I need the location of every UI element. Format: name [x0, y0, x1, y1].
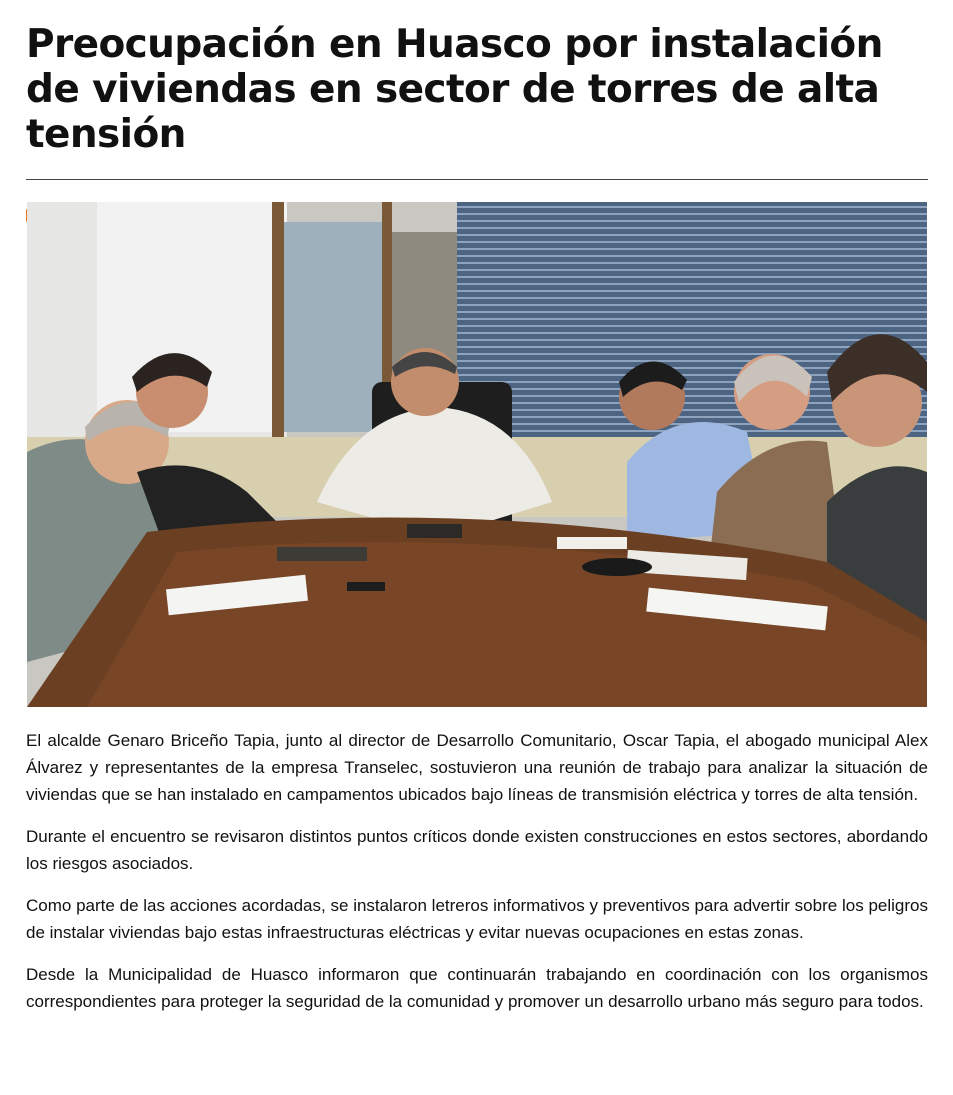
article-title: Preocupación en Huasco por instalación de viviendas en sector de torres de alta tensión: [26, 22, 883, 157]
paragraph: Durante el encuentro se revisaron distintos puntos críticos donde existen construcciones en estos sectores, abordando los riesgos asociados.: [26, 827, 928, 873]
paragraph: Desde la Municipalidad de Huasco informaron que continuarán trabajando en coordinación con los organismos correspondientes para proteger la seguridad de la comunidad y promover un desarrollo urbano más seguro para todos.: [26, 965, 928, 1011]
paragraph: El alcalde Genaro Briceño Tapia, junto al director de Desarrollo Comunitario, Oscar Tapia, el abogado municipal Alex Álvarez y representantes de la empresa Transelec, sostuvieron una reunión de trabajo para analizar la situación de viviendas que se han instalado en campamentos ubicados bajo líneas de transmisión eléctrica y torres de alta tensión.: [26, 731, 928, 804]
article-photo: [27, 202, 927, 707]
article-body: [26, 727, 928, 1030]
article-header: [26, 0, 928, 230]
title-divider: [26, 179, 928, 180]
paragraph: Como parte de las acciones acordadas, se instalaron letreros informativos y preventivos para advertir sobre los peligros de instalar viviendas bajo estas infraestructuras eléctricas y evitar nuevas ocupaciones en estas zonas.: [26, 896, 928, 942]
